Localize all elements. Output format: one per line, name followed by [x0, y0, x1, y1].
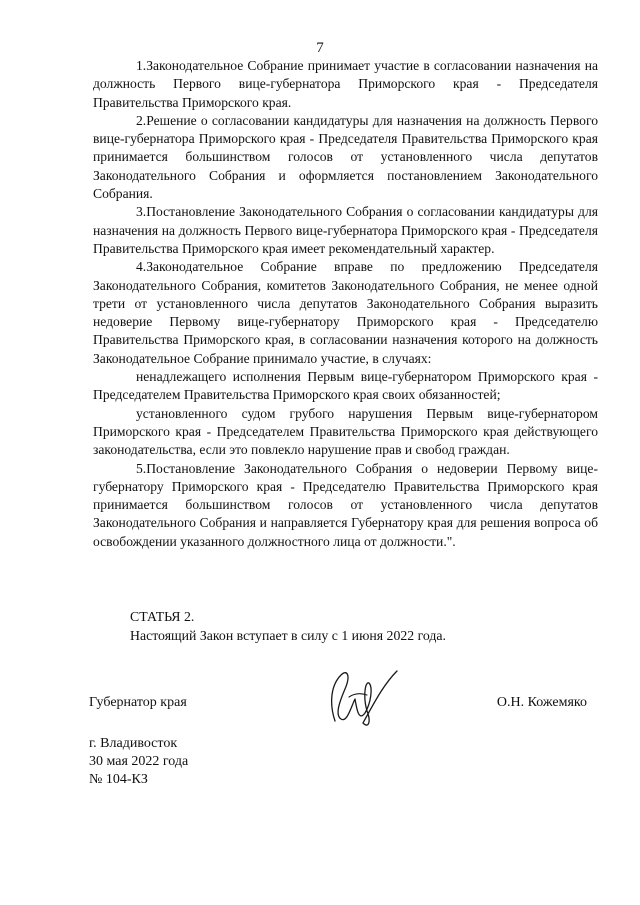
law-number: № 104-КЗ — [89, 772, 148, 787]
law-text — [93, 57, 598, 551]
signatory-name: О.Н. Кожемяко — [496, 695, 587, 710]
place: г. Владивосток — [89, 736, 178, 751]
date: 30 мая 2022 года — [89, 754, 189, 769]
paragraph-2: 2.Решение о согласовании кандидатуры для назначения на должность Первого вице-губернатора Приморского края - Председателя Правительства Приморского края принимается большинством голосов от установленного числа депутатов Законодательного Собрания и оформляется постановлением Законодательного Собрания. — [93, 112, 598, 202]
page-number: 7 — [316, 40, 324, 56]
article-title: СТАТЬЯ 2. — [130, 609, 195, 624]
signature-block — [89, 690, 599, 738]
handwritten-signature — [311, 663, 401, 733]
paragraph-4-case-1: ненадлежащего исполнения Первым вице-губернатором Приморского края - Председателем Правительства Приморского края своих обязанностей; — [93, 369, 598, 403]
article-text: Настоящий Закон вступает в силу с 1 июня 2022 года. — [130, 628, 447, 643]
paragraph-4-case-2: установленного судом грубого нарушения Первым вице-губернатором Приморского края - Председателем Правительства Приморского края действующего законодательства, если это повлекло нарушение прав и свобод граждан. — [93, 405, 598, 458]
place-date-block — [89, 735, 188, 789]
paragraph-3: 3.Постановление Законодательного Собрания о согласовании кандидатуры для назначения на должность Первого вице-губернатора Приморского края - Председателя Правительства Приморского края имеет рекомендательный характер. — [93, 204, 598, 256]
paragraph-1: 1.Законодательное Собрание принимает участие в согласовании назначения на должность Первого вице-губернатора Приморского края - Председателя Правительства Приморского края. — [93, 58, 598, 110]
paragraph-5: 5.Постановление Законодательного Собрания о недоверии Первому вице-губернатору Приморского края - Председателю Правительства Приморского края принимается большинством голосов от установленного числа депутатов Законодательного Собрания и направляется Губернатору края для решения вопроса об освобождении указанного должностного лица от должности.". — [93, 460, 598, 549]
paragraph-4: 4.Законодательное Собрание вправе по предложению Председателя Законодательного Собрания, комитетов Законодательного Собрания, не менее одной трети от установленного числа депутатов Законодательного Собрания выразить недоверие Первому вице-губернатору Приморского края - Председателю Правительства Приморского края, в согласовании назначения которого на должность Законодательное Собрание принимало участие, в случаях: — [93, 259, 598, 366]
signatory-title: Губернатор края — [89, 695, 187, 710]
article-2 — [130, 607, 446, 645]
